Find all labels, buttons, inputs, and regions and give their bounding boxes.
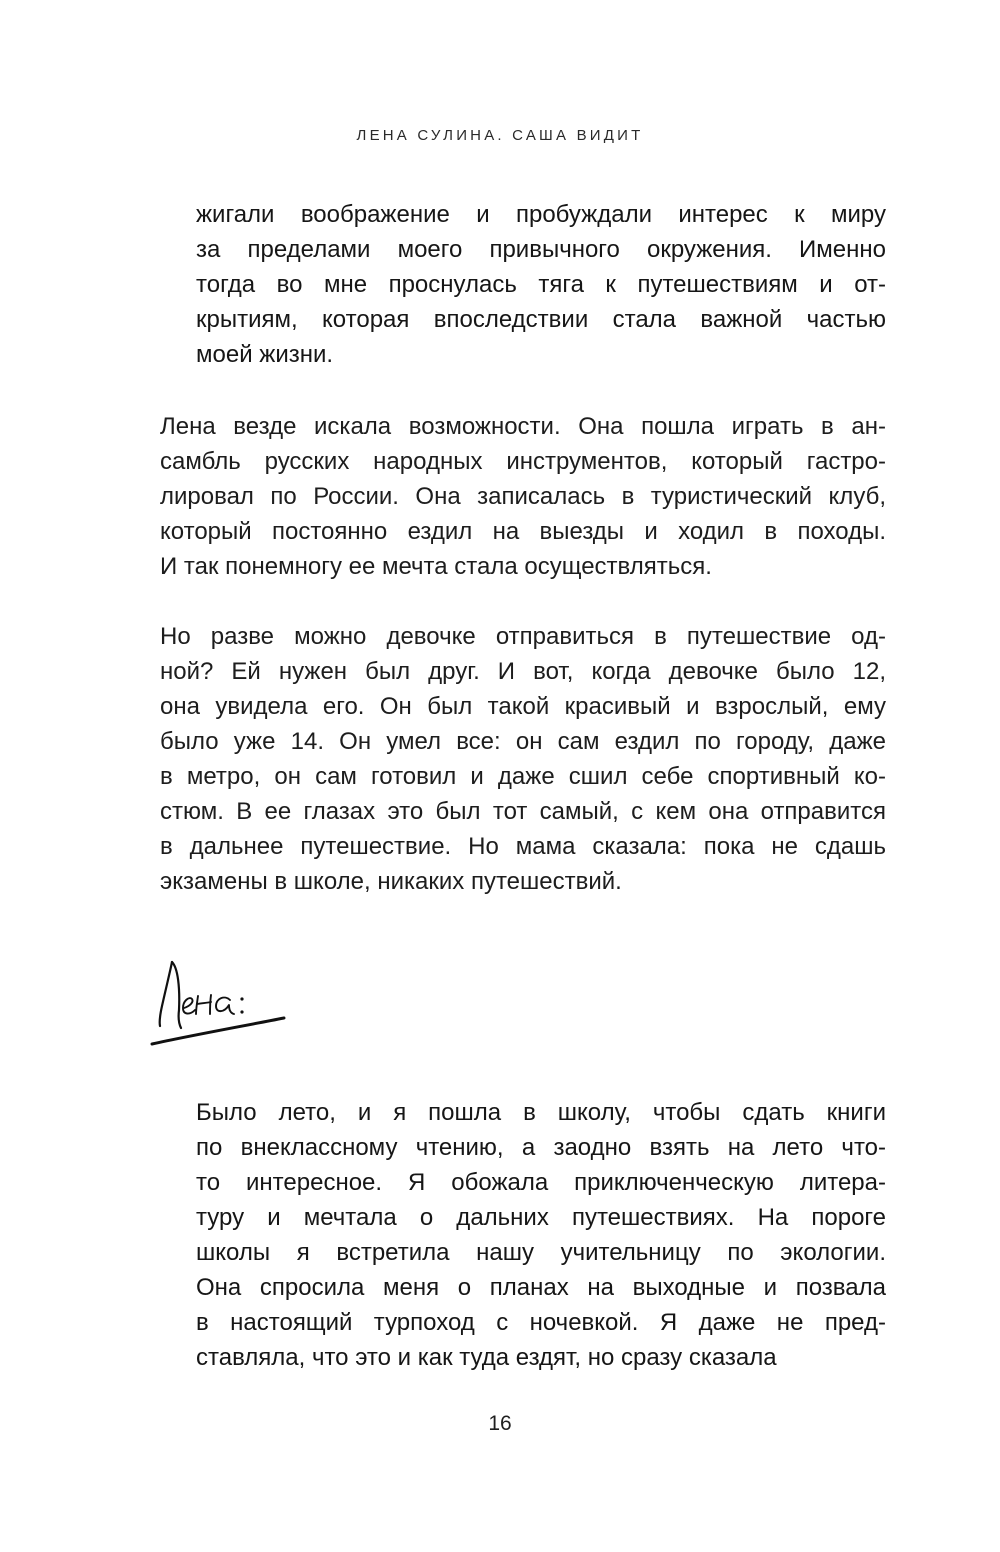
text-line: она увидела его. Он был такой красивый и взрослый, ему: [160, 693, 886, 720]
text-line: Она спросила меня о планах на выходные и позвала: [196, 1274, 886, 1301]
text-line: жигали воображение и пробуждали интерес к миру: [196, 201, 886, 228]
text-line: было уже 14. Он умел все: он сам ездил по городу, даже: [160, 728, 886, 755]
text-line: в дальнее путешествие. Но мама сказала: пока не сдашь: [160, 833, 886, 860]
page-number: 16: [488, 1412, 512, 1435]
text-line: моей жизни.: [196, 341, 334, 368]
quote-block-1: [196, 197, 886, 372]
text-line: в настоящий турпоход с ночевкой. Я даже не пред-: [196, 1309, 886, 1336]
text-line: стюм. В ее глазах это был тот самый, с кем она отправится: [160, 798, 886, 825]
running-head: ЛЕНА СУЛИНА. САША ВИДИТ: [356, 127, 644, 144]
text-line: по внеклассному чтению, а заодно взять на лето что-: [196, 1134, 886, 1161]
text-line: экзамены в школе, никаких путешествий.: [160, 868, 622, 895]
paragraph-2: [160, 619, 886, 899]
text-line: Но разве можно девочке отправиться в путешествие од-: [160, 623, 886, 650]
quote-block-2: [196, 1095, 886, 1375]
paragraph-1: [160, 409, 886, 584]
text-line: крытиям, которая впоследствии стала важной частью: [196, 306, 886, 333]
text-line: самбль русских народных инструментов, который гастро-: [160, 448, 886, 475]
text-line: Лена везде искала возможности. Она пошла играть в ан-: [160, 413, 886, 440]
text-line: туру и мечтала о дальних путешествиях. На пороге: [196, 1204, 886, 1231]
text-line: Было лето, и я пошла в школу, чтобы сдать книги: [196, 1099, 886, 1126]
text-line: то интересное. Я обожала приключенческую литера-: [196, 1169, 886, 1196]
text-line: который постоянно ездил на выезды и ходил в походы.: [160, 518, 886, 545]
text-line: за пределами моего привычного окружения. Именно: [196, 236, 886, 263]
text-line: лировал по России. Она записалась в туристический клуб,: [160, 483, 886, 510]
text-line: ставляла, что это и как туда ездят, но сразу сказала: [196, 1344, 777, 1371]
text-line: ной? Ей нужен был друг. И вот, когда девочке было 12,: [160, 658, 886, 685]
signature-lena: [148, 958, 288, 1053]
text-line: И так понемногу ее мечта стала осуществляться.: [160, 553, 712, 580]
text-line: тогда во мне проснулась тяга к путешествиям и от-: [196, 271, 886, 298]
text-line: школы я встретила нашу учительницу по экологии.: [196, 1239, 886, 1266]
text-line: в метро, он сам готовил и даже сшил себе спортивный ко-: [160, 763, 886, 790]
